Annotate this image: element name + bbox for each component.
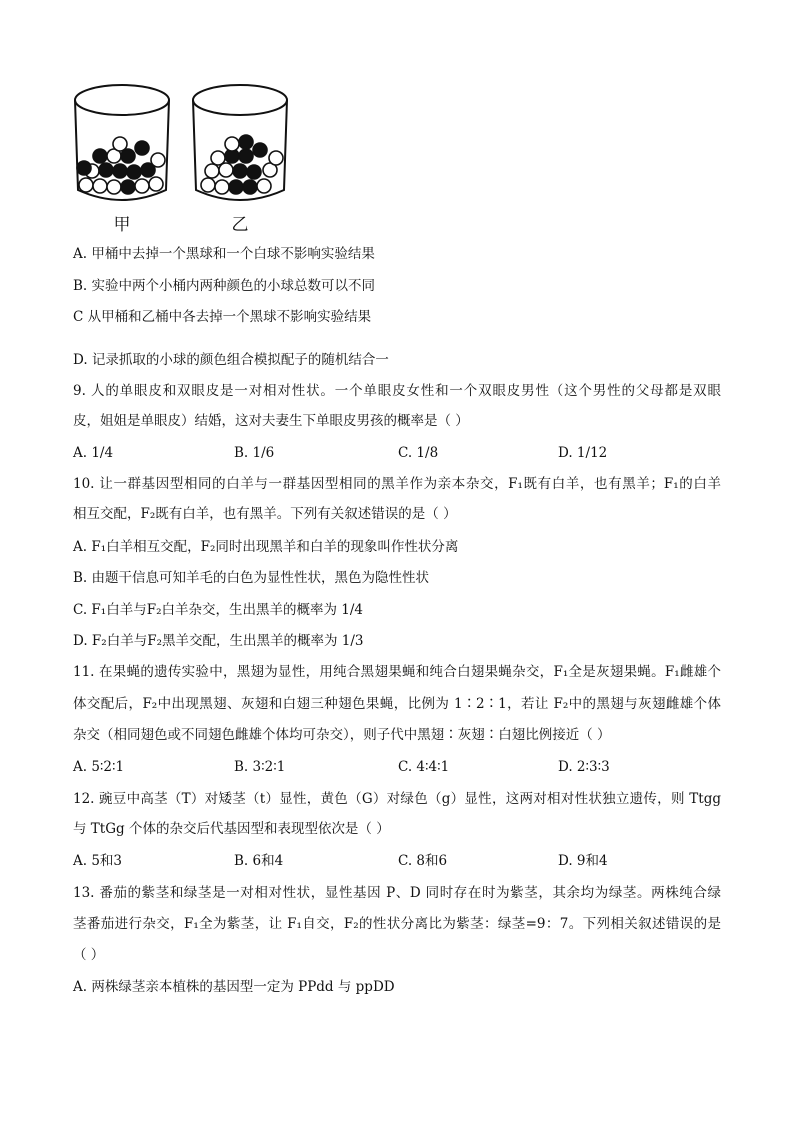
q12-option-c: C. 8和6 [398,853,448,869]
q13-stem-line1: 13. 番茄的紫茎和绿茎是一对相对性状，显性基因 P、D 同时存在时为紫茎，其余均为绿茎。两株纯合绿 [73,885,721,901]
q11-stem-line2: 体交配后，F₂中出现黑翅、灰翅和白翅三种翅色果蝇，比例为 1∶2∶1，若让 F₂中的黑翅与灰翅雌雄个体 [73,696,721,712]
q11-option-d: D. 2∶3∶3 [558,759,610,775]
q12-stem-line2: 与 TtGg 个体的杂交后代基因型和表现型依次是（ ） [73,821,390,837]
label-jia: 甲 [113,215,131,235]
q12-option-d: D. 9和4 [558,853,608,869]
buckets-figure [70,78,310,238]
q8-option-d: D. 记录抓取的小球的颜色组合模拟配子的随机结合一 [73,352,389,368]
q11-option-a: A. 5∶2∶1 [73,759,125,775]
q9-option-c: C. 1/8 [398,445,439,461]
q9-option-d: D. 1/12 [558,445,608,461]
q10-option-c: C. F₁白羊与F₂白羊杂交，生出黑羊的概率为 1/4 [73,602,364,618]
bucket-jia [75,85,169,235]
q11-option-b: B. 3∶2∶1 [234,759,286,775]
q10-stem-line1: 10. 让一群基因型相同的白羊与一群基因型相同的黑羊作为亲本杂交，F₁既有白羊，也有黑羊；F₁的白羊 [73,476,721,492]
q13-option-a: A. 两株绿茎亲本植株的基因型一定为 PPdd 与 ppDD [73,979,395,995]
label-yi: 乙 [231,215,249,235]
q8-option-c: C 从甲桶和乙桶中各去掉一个黑球不影响实验结果 [73,309,372,325]
q10-stem-line2: 相互交配，F₂既有白羊，也有黑羊。下列有关叙述错误的是（ ） [73,506,457,522]
q13-stem-line3: （ ） [73,947,105,963]
q9-stem-line2: 皮，姐姐是单眼皮）结婚，这对夫妻生下单眼皮男孩的概率是（ ） [73,413,469,429]
q8-option-a: A. 甲桶中去掉一个黑球和一个白球不影响实验结果 [73,246,375,262]
q12-stem-line1: 12. 豌豆中高茎（T）对矮茎（t）显性，黄色（G）对绿色（g）显性，这两对相对性状独立遗传，则 Ttgg [73,791,721,807]
bucket-yi [193,85,287,235]
q11-stem-line1: 11. 在果蝇的遗传实验中，黑翅为显性，用纯合黑翅果蝇和纯合白翅果蝇杂交，F₁全是灰翅果蝇。F₁雌雄个 [73,664,721,680]
q10-option-d: D. F₂白羊与F₂黑羊交配，生出黑羊的概率为 1/3 [73,633,364,649]
q10-option-a: A. F₁白羊相互交配，F₂同时出现黑羊和白羊的现象叫作性状分离 [73,539,459,555]
q9-option-a: A. 1/4 [73,445,114,461]
q9-option-b: B. 1/6 [234,445,275,461]
q10-option-b: B. 由题干信息可知羊毛的白色为显性性状，黑色为隐性性状 [73,570,430,586]
q11-option-c: C. 4∶4∶1 [398,759,450,775]
q12-option-b: B. 6和4 [234,853,284,869]
q8-option-b: B. 实验中两个小桶内两种颜色的小球总数可以不同 [73,278,376,294]
q9-stem-line1: 9. 人的单眼皮和双眼皮是一对相对性状。一个单眼皮女性和一个双眼皮男性（这个男性的父母都是双眼 [73,383,721,399]
q13-stem-line2: 茎番茄进行杂交，F₁全为紫茎，让 F₁自交，F₂的性状分离比为紫茎：绿茎=9：7。下列相关叙述错误的是 [73,916,721,932]
q11-stem-line3: 杂交（相同翅色或不同翅色雌雄个体均可杂交），则子代中黑翅∶灰翅∶白翅比例接近（ ） [73,727,611,743]
q12-option-a: A. 5和3 [73,853,123,869]
